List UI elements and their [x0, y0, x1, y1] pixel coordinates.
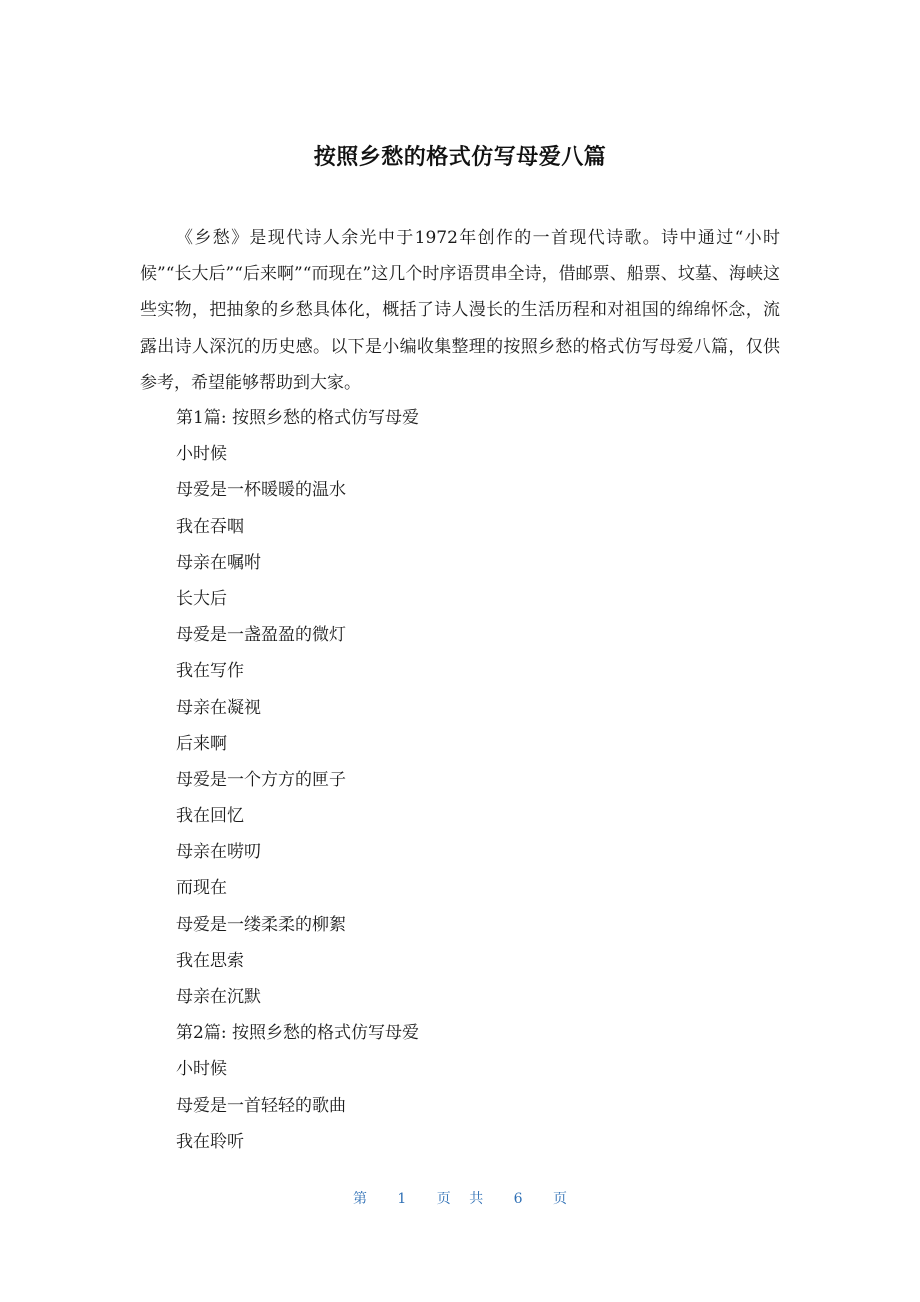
poem-line: 我在写作	[176, 661, 244, 682]
poem-line: 母亲在唠叨	[176, 842, 261, 863]
poem-line: 母爱是一盏盈盈的微灯	[176, 625, 346, 646]
poem-line: 而现在	[176, 878, 227, 899]
poem-line: 母亲在凝视	[176, 697, 261, 718]
poem-line: 母爱是一杯暖暖的温水	[176, 480, 346, 501]
poem-line: 我在回忆	[176, 806, 244, 827]
poem-line: 母亲在沉默	[176, 987, 261, 1007]
footer-middle: 页 共	[436, 1191, 484, 1207]
footer-prefix: 第	[352, 1191, 367, 1207]
poem-line: 第1篇: 按照乡愁的格式仿写母爱	[176, 408, 419, 428]
footer-current-page: 1	[397, 1191, 407, 1207]
poem-line: 后来啊	[176, 733, 227, 754]
poem-line: 第2篇: 按照乡愁的格式仿写母爱	[176, 1023, 419, 1044]
poem-line: 长大后	[176, 588, 227, 609]
document-title: 按照乡愁的格式仿写母爱八篇	[313, 145, 607, 170]
poem-line: 我在聆听	[176, 1131, 244, 1152]
poem-line: 母爱是一个方方的匣子	[176, 769, 346, 790]
poem-line: 小时候	[176, 444, 227, 465]
page-footer	[0, 1188, 920, 1208]
intro-paragraph: 《乡愁》是现代诗人余光中于1972年创作的一首现代诗歌。诗中通过“小时候”“长大后”“后来啊”“而现在”这几个时序语贯串全诗，借邮票、船票、坟墓、海峡这些实物，把抽象的乡愁具体化，概括了诗人漫长的生活历程和对祖国的绵绵怀念，流露出诗人深沉的历史感。以下是小编收集整理的按照乡愁的格式仿写母爱八篇，仅供参考，希望能够帮助到大家。	[140, 228, 780, 393]
poem-line: 母爱是一首轻轻的歌曲	[176, 1095, 346, 1116]
poem-line: 母爱是一缕柔柔的柳絮	[176, 914, 346, 935]
poem-line: 我在思索	[176, 950, 244, 971]
footer-total-pages: 6	[513, 1191, 523, 1207]
poem-lines	[176, 400, 776, 1160]
poem-line: 我在吞咽	[176, 516, 244, 537]
footer-suffix: 页	[553, 1191, 568, 1207]
poem-line: 小时候	[176, 1059, 227, 1080]
poem-line: 母亲在嘱咐	[176, 552, 261, 573]
